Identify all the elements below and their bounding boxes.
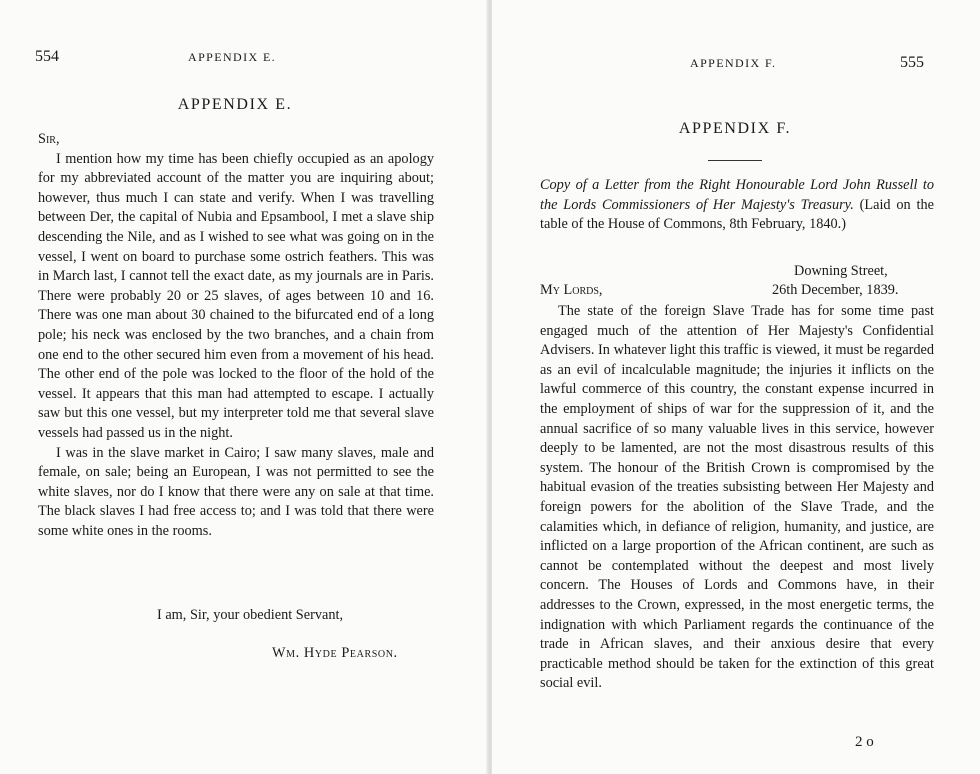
appendix-e-title: APPENDIX E. (177, 96, 293, 113)
appendix-e-letter (38, 130, 434, 541)
right-running-head: APPENDIX F. (690, 56, 777, 70)
left-running-head: APPENDIX E. (188, 50, 277, 64)
appendix-f-salutation: My Lords, (540, 282, 603, 298)
caption-italic: Copy of a Letter from the Right Honourable Lord John Russell to the Lords Commissioners of Her Majesty's Treasury. (540, 177, 934, 213)
caption-plain: (Laid on the table of the House of Commons, 8th February, 1840.) (540, 196, 935, 233)
letter-place: Downing Street, (794, 263, 888, 279)
letter-date: 26th December, 1839. (772, 282, 899, 298)
left-page-number: 554 (35, 48, 59, 65)
appendix-e-paragraph-2: I was in the slave market in Cairo; I saw many slaves, male and female, on sale; being an European, I was not permitted to see the white slaves, nor do I know that there were any on sale at that time. The black slaves I had free access to; and I was told that there were some white ones in the rooms. (38, 444, 434, 539)
appendix-f-body: The state of the foreign Slave Trade has for some time past engaged much of the attention of Her Majesty's Confidential Advisers. In whatever light this traffic is viewed, it must be regarded as an evil of incalculable magnitude; the injuries it inflicts on the lawful commerce of this country, the constant expense incurred in the employment of ships of war for the suppression of it, and the annual sacrifice of so many valuable lives in this service, however deeply to be lamented, are not the most disastrous results of this system. The honour of the British Crown is compromised by the habitual evasion of the treaties subsisting between Her Majesty and foreign powers for the abolition of the Slave Trade, and the calamities which, in defiance of religion, humanity, and justice, are inflicted on a large proportion of the African continent, are such as cannot be contemplated without the deepest and most lively concern. The Houses of Lords and Commons have, in their addresses to the Crown, expressed, in the most energetic terms, the indignation with which Parliament regards the continuance of the trade in African slaves, and their anxious desire that every practicable method should be taken for the extinction of this great social evil. (540, 303, 934, 692)
signature-mark: 2 o (855, 734, 874, 750)
title-rule (708, 160, 762, 161)
appendix-e-signature: Wm. Hyde Pearson. (272, 645, 398, 661)
appendix-e-paragraph-1: I mention how my time has been chiefly occupied as an apology for my abbreviated account of the matter you are inquiring about; however, thus much I can state and verify. When I was travelling between Der, the capital of Nubia and Epsambool, I met a slave ship descending the Nile, and as I wished to see what was going on in the vessel, I went on board to purchase some ostrich feathers. This was in March last, I cannot tell the exact date, as my journals are in Paris. There were probably 20 or 25 slaves, of ages between 10 and 16. There was one man about 30 chained to the bifurcated end of a long pole; his neck was enclosed by the two branches, and a chain from one end to the other secured him even from a movement of his head. The other end of the pole was locked to the floor of the hold of the vessel. It appears that this man had attempted to escape. I actually saw but this one vessel, but my interpreter told me that several slave vessels had passed us in the night. (38, 150, 434, 441)
appendix-e-salutation: Sir, (38, 131, 60, 147)
appendix-f-title: APPENDIX F. (678, 120, 792, 137)
appendix-e-closing: I am, Sir, your obedient Servant, (157, 607, 344, 623)
appendix-f-caption (540, 176, 934, 235)
right-page-number: 555 (900, 54, 924, 71)
appendix-f-letter (540, 302, 934, 694)
